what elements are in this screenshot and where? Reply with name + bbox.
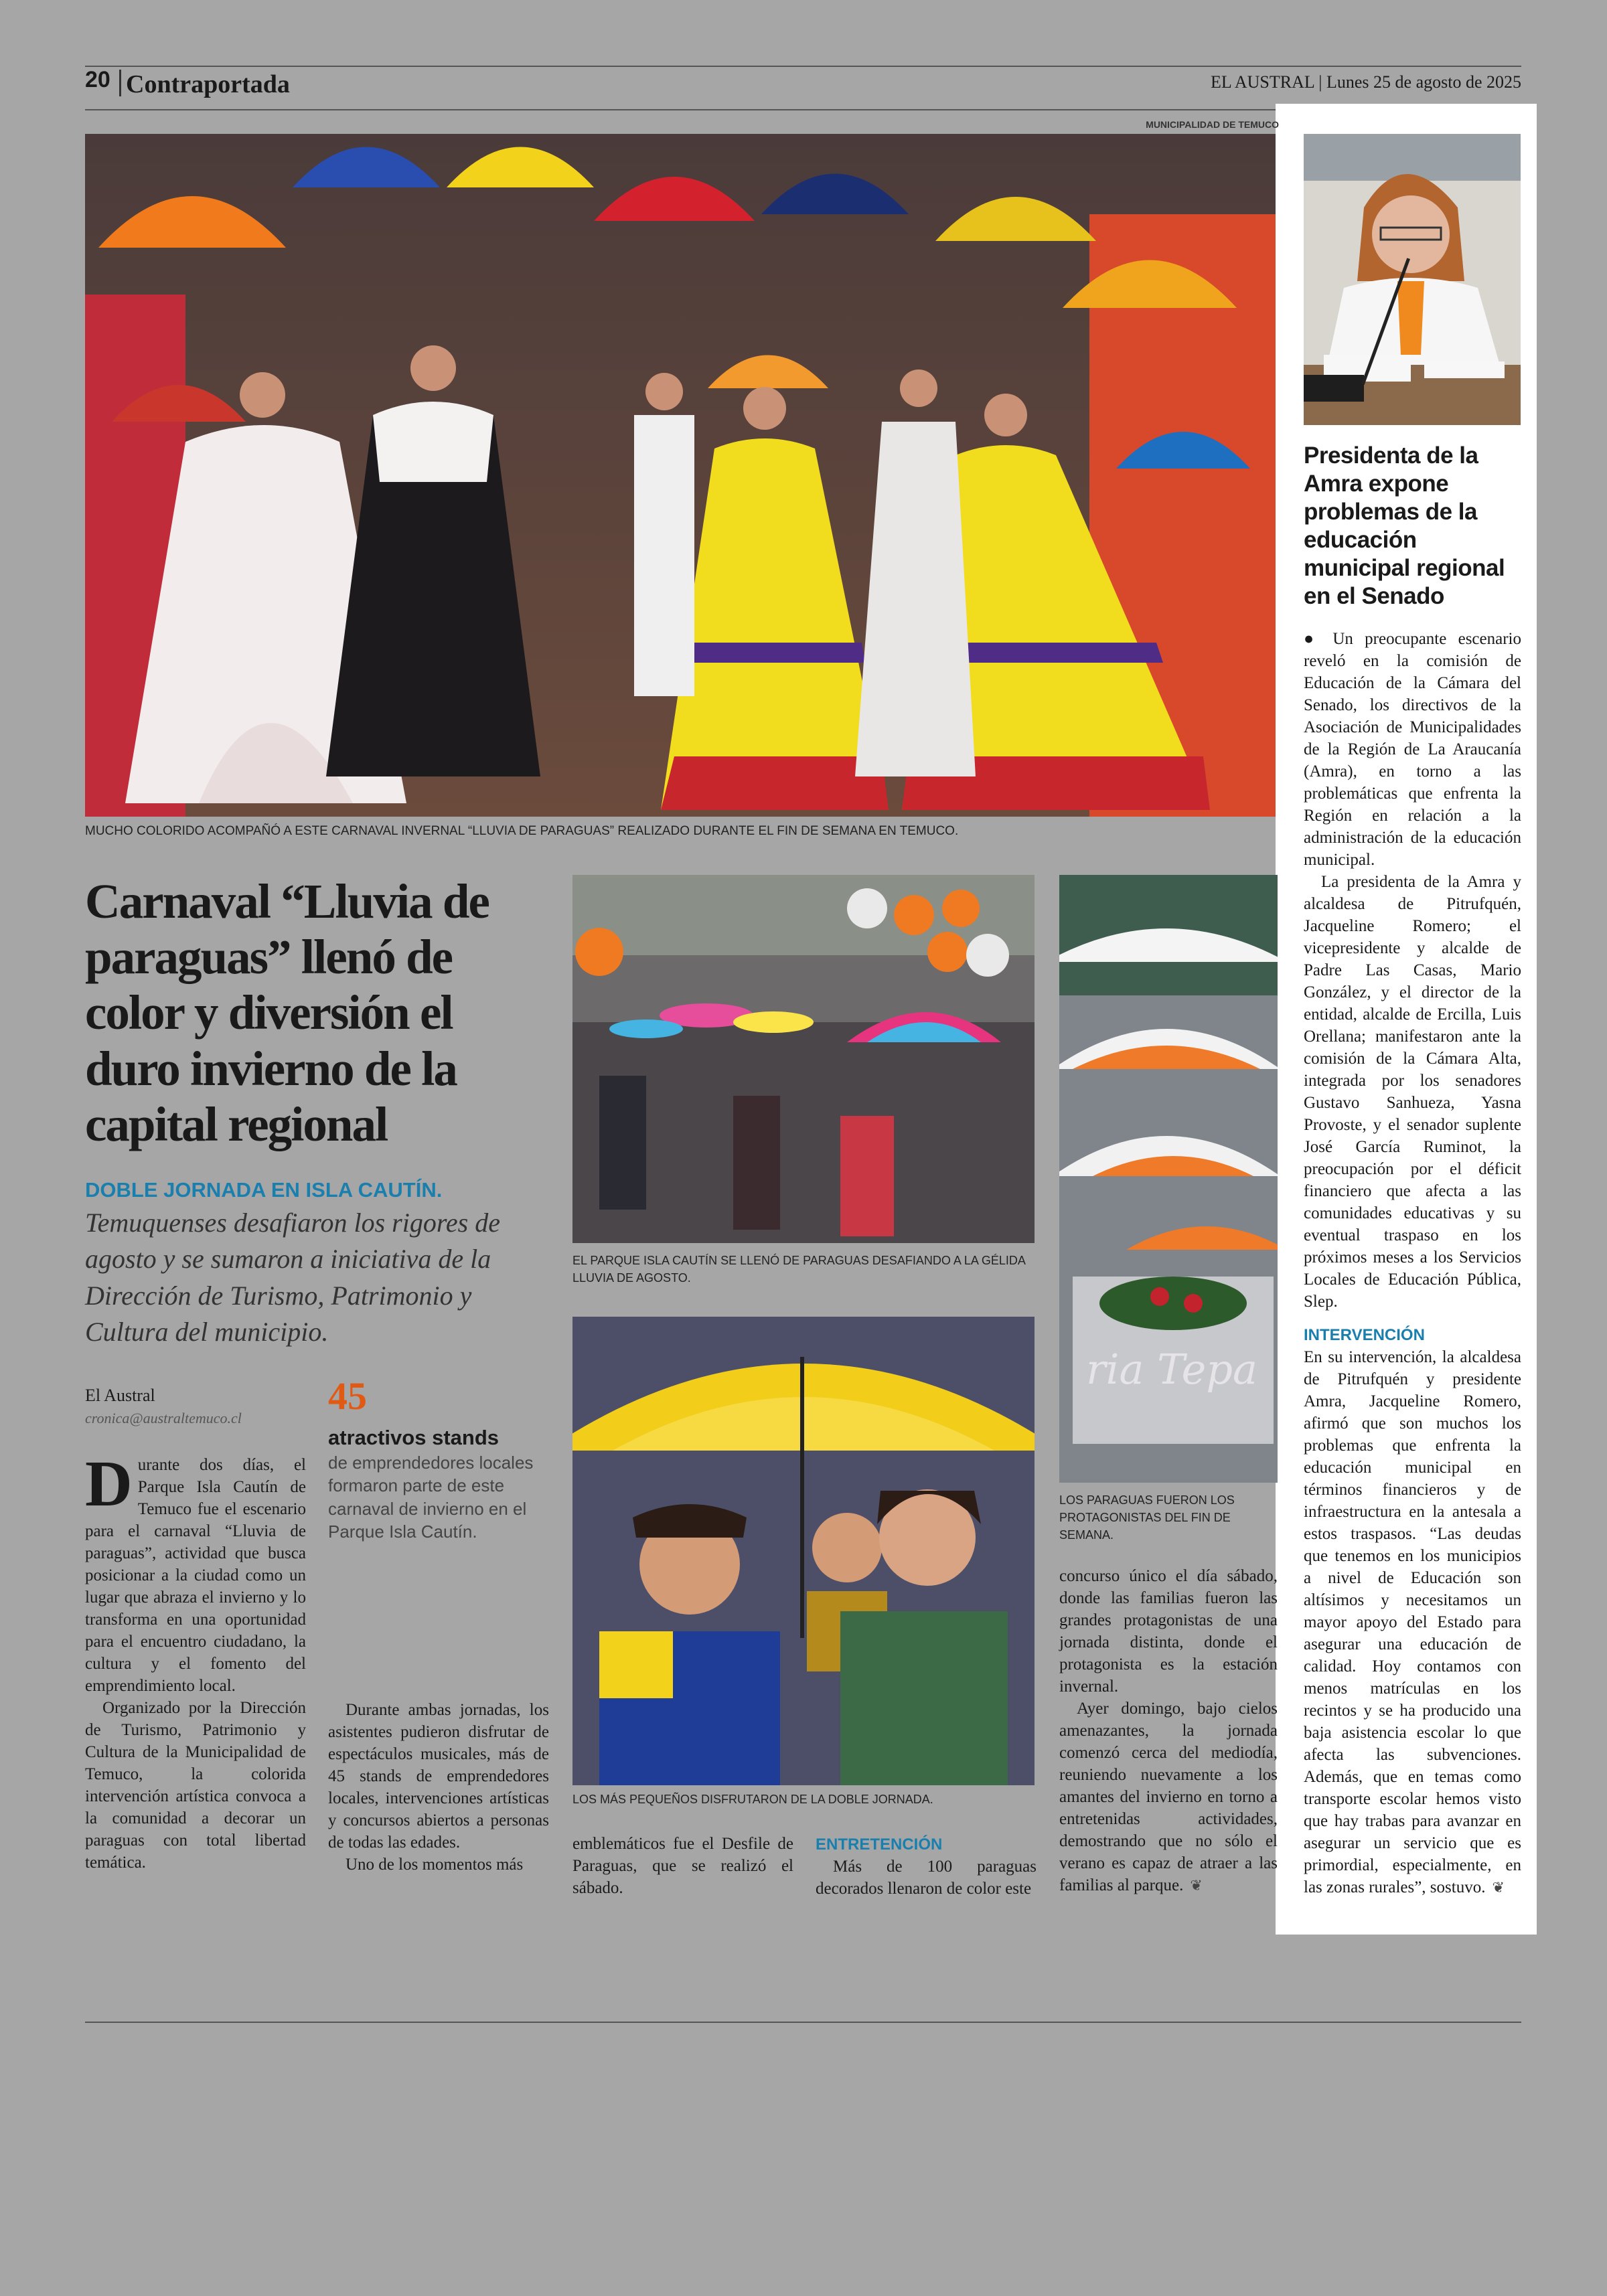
article-column-2 <box>328 1699 549 1876</box>
umbrellas-photo-caption: LOS PARAGUAS FUERON LOS PROTAGONISTAS DEL FIN DE SEMANA. <box>1059 1493 1235 1542</box>
article-paragraph-4: Uno de los momentos más <box>346 1856 524 1874</box>
masthead: EL AUSTRAL | Lunes 25 de agosto de 2025 <box>1210 72 1521 92</box>
sidebar-end-mark-icon: ❦ <box>1492 1880 1505 1896</box>
sidebar-paragraph-3: En su intervención, la alcaldesa de Pitrufquén y presidente Amra, Jacqueline Romero, afirmó que son muchos los problemas que enfrenta la educación municipal en términos financieros y de infraestructura en la antesala a estos traspasos. “Las deudas que tenemos en los municipios a nivel de Educación son altísimos y necesitamos un mayor apoyo del Estado para asegurar una educación de calidad. Hoy contamos con menos matrículas en los recintos y se ha producido una baja asistencia escolar lo que afecta las subvenciones. Además, que en temas como transporte escolar hemos visto que hay trabas para avanzar en asegurar un servicio que es primordial, especialmente, en las zonas rurales”, sostuvo. <box>1304 1348 1521 1896</box>
page-number: 20 <box>85 67 110 92</box>
park-photo-caption: EL PARQUE ISLA CAUTÍN SE LLENÓ DE PARAGUAS DESAFIANDO A LA GÉLIDA LLUVIA DE AGOSTO. <box>572 1254 1025 1285</box>
umbrellas-photo <box>1059 875 1278 1483</box>
park-photo <box>572 875 1035 1243</box>
drop-cap: D <box>85 1448 133 1520</box>
byline-email: cronica@australtemuco.cl <box>85 1410 242 1426</box>
kids-photo <box>572 1317 1035 1785</box>
article-headline: Carnaval “Lluvia de paraguas” llenó de color y diversión el duro invierno de la capital regional <box>85 874 489 1151</box>
end-mark-icon: ❦ <box>1190 1878 1203 1894</box>
bottom-rule <box>85 2022 1521 2023</box>
kids-photo-caption: LOS MÁS PEQUEÑOS DISFRUTARON DE LA DOBLE JORNADA. <box>572 1793 933 1806</box>
top-rule <box>85 66 1521 67</box>
stat-number: 45 <box>328 1374 367 1418</box>
man-white <box>634 373 694 696</box>
article-column-5 <box>1059 1565 1278 1896</box>
main-photo-caption: MUCHO COLORIDO ACOMPAÑÓ A ESTE CARNAVAL INVERNAL “LLUVIA DE PARAGUAS” REALIZADO DURANTE EL FIN DE SEMANA EN TEMUCO. <box>85 824 959 838</box>
sidebar-portrait-photo <box>1304 134 1521 425</box>
article-kicker: DOBLE JORNADA EN ISLA CAUTÍN. <box>85 1178 443 1202</box>
stat-description: de emprendedores locales formaron parte de este carnaval de invierno en el Parque Isla Cautín. <box>328 1453 534 1542</box>
header-divider <box>119 70 121 96</box>
bullet-icon: ● <box>1304 630 1333 648</box>
byline: El Austral <box>85 1386 155 1405</box>
sidebar-subhead: INTERVENCIÓN <box>1304 1326 1425 1344</box>
article-deck: Temuquenses desafiaron los rigores de agosto y se sumaron a iniciativa de la Dirección de Turismo, Patrimonio y Cultura del municipio. <box>85 1208 500 1347</box>
article-column-4 <box>816 1833 1037 1900</box>
article-paragraph-2: Organizado por la Dirección de Turismo, Patrimonio y Cultura de la Municipalidad de Temuco, la colorida intervención artística convoca a la comunidad a decorar un paraguas con total libertad temática. <box>85 1699 306 1872</box>
stat-title: atractivos stands <box>328 1426 499 1449</box>
article-subhead: ENTRETENCIÓN <box>816 1835 943 1854</box>
article-paragraph-5: emblemáticos fue el Desfile de Paraguas, que se realizó el sábado. <box>572 1835 793 1897</box>
article-paragraph-3: Durante ambas jornadas, los asistentes pudieron disfrutar de espectáculos musicales, más de 45 stands de emprendedores locales, intervenciones artísticas y concursos abiertos a personas de todas las edades. <box>328 1701 549 1852</box>
article-paragraph-6: Más de 100 paraguas decorados llenaron de color este <box>816 1858 1037 1898</box>
article-column-1 <box>85 1448 306 1874</box>
sidebar-headline: Presidenta de la Amra expone problemas de la educación municipal regional en el Senado <box>1304 442 1505 609</box>
sidebar-column <box>1304 628 1521 1898</box>
section-title: Contraportada <box>126 70 290 98</box>
sign-text: ria Tepa <box>1086 1345 1258 1394</box>
article-paragraph-7: concurso único el día sábado, donde las familias fueron las grandes protagonistas de una jornada distinta, donde el protagonista es la estación invernal. <box>1059 1567 1278 1696</box>
sidebar-paragraph-1: Un preocupante escenario reveló en la comisión de Educación de la Cámara del Senado, los directivos de la Asociación de Municipalidades de la Región de La Araucanía (Amra), en torno a las problemáticas que enfrenta la Región en relación a la administración de la educación municipal. <box>1304 630 1521 869</box>
main-photo <box>85 134 1276 817</box>
sidebar-paragraph-2: La presidenta de la Amra y alcaldesa de Pitrufquén, Jacqueline Romero; el vicepresidente y alcalde de Padre Las Casas, Mario González, y el director de la entidad, alcalde de Ercilla, Luis Orellana; manifestaron ante la comisión de la Cámara Alta, integrada por los senadores Gustavo Sanhueza, Yasna Provoste, y el senador suplente José García Ruminot, la preocupación por el déficit financiero que afecta a las comunidades educativas y su eventual traspaso en los próximos meses a los Servicios Locales de Educación Pública, Slep. <box>1304 873 1521 1311</box>
article-paragraph-1: urante dos días, el Parque Isla Cautín de Temuco fue el escenario para el carnaval “Lluvia de paraguas”, actividad que busca posicionar a la ciudad como un lugar que abraza el invierno y lo transforma en una oportunidad para el encuentro ciudadano, la cultura y el fomento del emprendimiento local. <box>85 1456 306 1695</box>
photo-credit: MUNICIPALIDAD DE TEMUCO <box>1146 119 1279 130</box>
article-column-3 <box>572 1833 793 1899</box>
article-paragraph-8: Ayer domingo, bajo cielos amenazantes, la jornada comenzó cerca del mediodía, reuniendo nuevamente a los amantes del invierno en torno a entretenidas actividades, demostrando que no sólo el verano es capaz de atraer a las familias al parque. <box>1059 1700 1278 1894</box>
